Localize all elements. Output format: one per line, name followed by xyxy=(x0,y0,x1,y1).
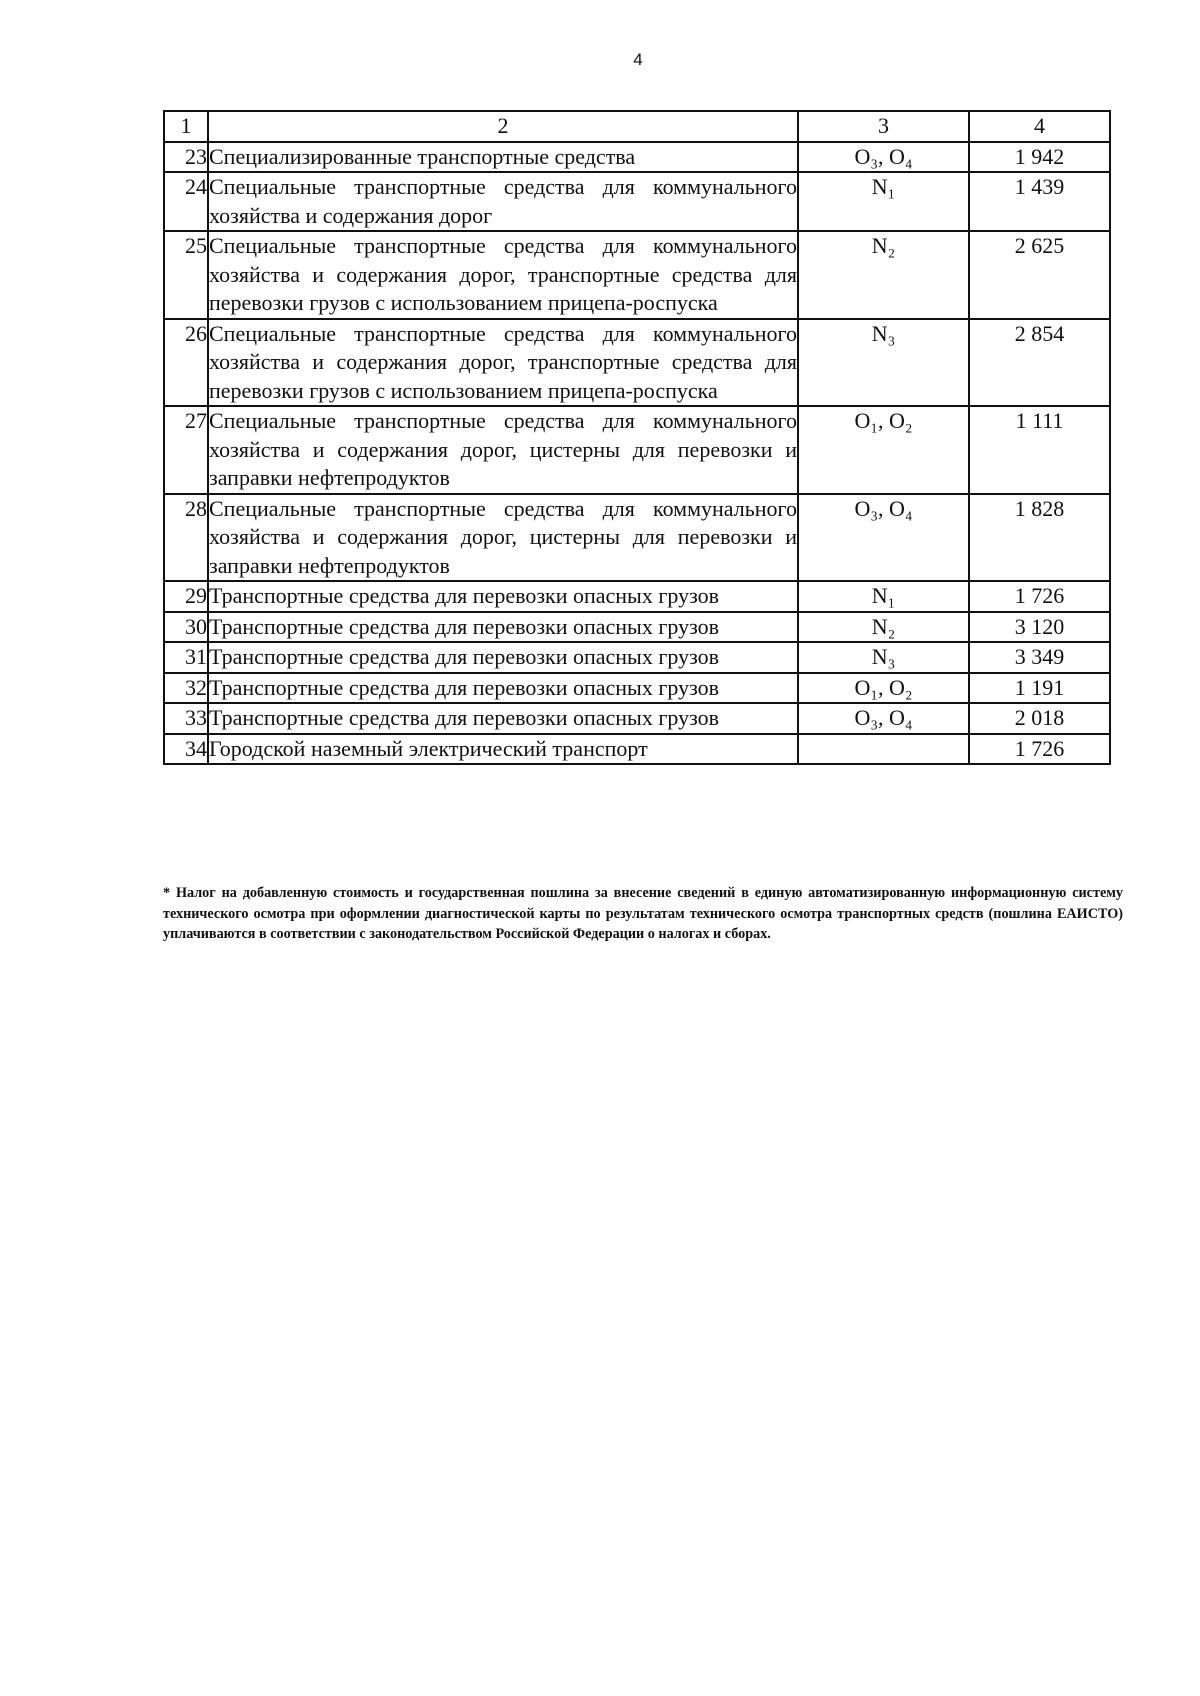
row-number: 25 xyxy=(164,231,208,319)
row-number: 26 xyxy=(164,319,208,407)
rate-value: 2 625 xyxy=(969,231,1110,319)
rate-value: 2 018 xyxy=(969,703,1110,734)
vehicle-description: Транспортные средства для перевозки опасных грузов xyxy=(208,673,798,704)
rate-value: 1 191 xyxy=(969,673,1110,704)
row-number: 34 xyxy=(164,734,208,765)
table-row xyxy=(164,231,1110,319)
rate-value: 3 349 xyxy=(969,642,1110,673)
vehicle-description: Городской наземный электрический транспорт xyxy=(208,734,798,765)
table-row xyxy=(164,406,1110,494)
rate-value: 1 111 xyxy=(969,406,1110,494)
row-number: 31 xyxy=(164,642,208,673)
rate-value: 2 854 xyxy=(969,319,1110,407)
vehicle-category: N₃ xyxy=(798,319,969,407)
footnote: * Налог на добавленную стоимость и государственная пошлина за внесение сведений в единую автоматизированную информационную систему технического осмотра при оформлении диагностической карты по результатам технического осмотра транспортных средств (пошлина ЕАИСТО) уплачиваются в соответствии с законодательством Российской Федерации о налогах и сборах. xyxy=(163,885,1123,942)
table-row xyxy=(164,319,1110,407)
vehicle-description: Транспортные средства для перевозки опасных грузов xyxy=(208,642,798,673)
row-number: 28 xyxy=(164,494,208,582)
vehicle-description: Транспортные средства для перевозки опасных грузов xyxy=(208,703,798,734)
rate-value: 1 942 xyxy=(969,142,1110,173)
table-header-row xyxy=(164,111,1110,142)
header-cell-3: 3 xyxy=(798,111,969,142)
header-cell-4: 4 xyxy=(969,111,1110,142)
vehicle-description: Специальные транспортные средства для коммунального хозяйства и содержания дорог xyxy=(208,172,798,231)
vehicle-description: Транспортные средства для перевозки опасных грузов xyxy=(208,581,798,612)
rate-value: 1 439 xyxy=(969,172,1110,231)
vehicle-description: Специальные транспортные средства для коммунального хозяйства и содержания дорог, цистерны для перевозки и заправки нефтепродуктов xyxy=(208,406,798,494)
row-number: 33 xyxy=(164,703,208,734)
vehicle-description: Специальные транспортные средства для коммунального хозяйства и содержания дорог, цистерны для перевозки и заправки нефтепродуктов xyxy=(208,494,798,582)
row-number: 29 xyxy=(164,581,208,612)
rates-table xyxy=(163,110,1111,765)
header-cell-1: 1 xyxy=(164,111,208,142)
vehicle-category: O₃, O₄ xyxy=(798,703,969,734)
vehicle-category: O₃, O₄ xyxy=(798,142,969,173)
rate-value: 3 120 xyxy=(969,612,1110,643)
vehicle-description: Транспортные средства для перевозки опасных грузов xyxy=(208,612,798,643)
vehicle-category: N₂ xyxy=(798,231,969,319)
table-row xyxy=(164,612,1110,643)
vehicle-category: O₁, O₂ xyxy=(798,406,969,494)
vehicle-category: N₃ xyxy=(798,642,969,673)
vehicle-category: N₁ xyxy=(798,172,969,231)
table-row xyxy=(164,142,1110,173)
rate-value: 1 726 xyxy=(969,581,1110,612)
header-cell-2: 2 xyxy=(208,111,798,142)
vehicle-category: N₁ xyxy=(798,581,969,612)
vehicle-category: O₃, O₄ xyxy=(798,494,969,582)
table-row xyxy=(164,581,1110,612)
table-row xyxy=(164,734,1110,765)
row-number: 23 xyxy=(164,142,208,173)
rate-value: 1 828 xyxy=(969,494,1110,582)
vehicle-category xyxy=(798,734,969,765)
page-number: 4 xyxy=(633,50,643,69)
table-row xyxy=(164,172,1110,231)
table-row xyxy=(164,673,1110,704)
table-row xyxy=(164,703,1110,734)
table-row xyxy=(164,494,1110,582)
row-number: 32 xyxy=(164,673,208,704)
rate-value: 1 726 xyxy=(969,734,1110,765)
row-number: 30 xyxy=(164,612,208,643)
vehicle-category: O₁, O₂ xyxy=(798,673,969,704)
vehicle-category: N₂ xyxy=(798,612,969,643)
vehicle-description: Специализированные транспортные средства xyxy=(208,142,798,173)
row-number: 27 xyxy=(164,406,208,494)
vehicle-description: Специальные транспортные средства для коммунального хозяйства и содержания дорог, транспортные средства для перевозки грузов с использованием прицепа-роспуска xyxy=(208,231,798,319)
row-number: 24 xyxy=(164,172,208,231)
table-row xyxy=(164,642,1110,673)
vehicle-description: Специальные транспортные средства для коммунального хозяйства и содержания дорог, транспортные средства для перевозки грузов с использованием прицепа-роспуска xyxy=(208,319,798,407)
